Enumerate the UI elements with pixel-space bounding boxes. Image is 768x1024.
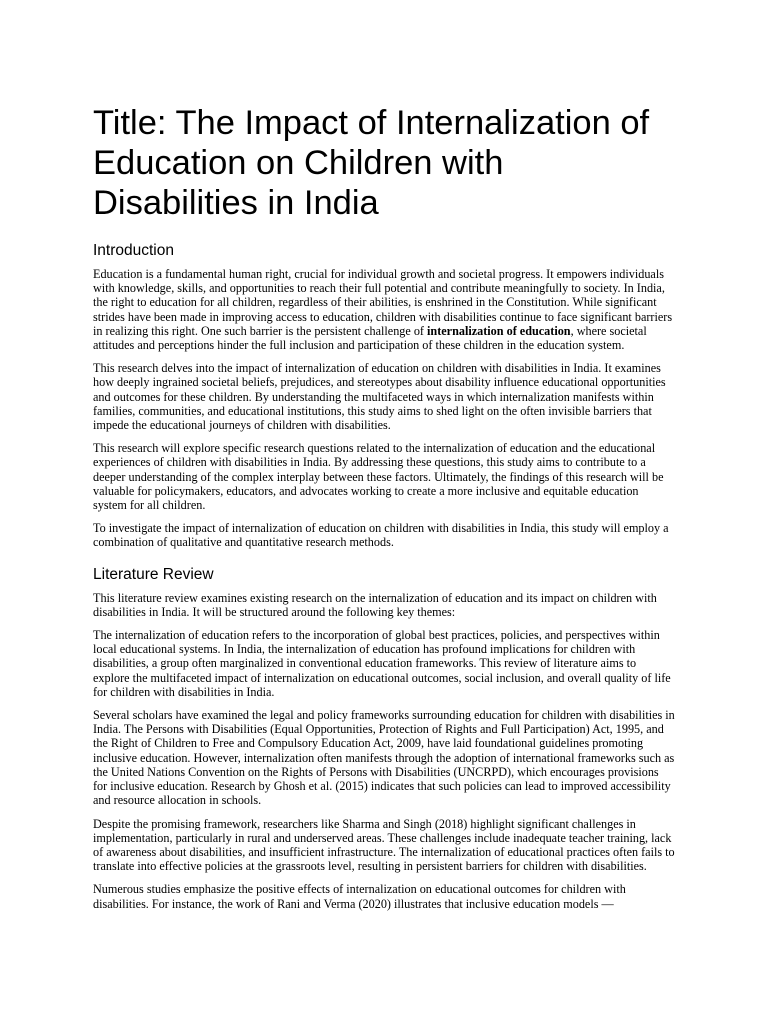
intro-p1-bold-term: internalization of education [427,323,571,338]
literature-review-paragraph-1: This literature review examines existing research on the internalization of education and its impact on children with disabilities in India. It will be structured around the following key themes: [93,590,657,619]
document-body [93,103,675,911]
literature-review-paragraph-2: The internalization of education refers to the incorporation of global best practices, policies, and perspectives within local educational systems. In India, the internalization of education has profound implications for children with disabilities, a group often marginalized in conventional education frameworks. This review of literature aims to explore the multifaceted impact of internalization on educational outcomes, social inclusion, and overall quality of life for children with disabilities in India. [93,628,671,699]
intro-p1-text-after: , where societal attitudes and perceptions hinder the full inclusion and participation of these children in the education system. [93,323,647,353]
introduction-paragraph-3: This research will explore specific research questions related to the internalization of education and the educational experiences of children with disabilities in India. By addressing these questions, this study aims to contribute to a deeper understanding of the complex interplay between these factors. Ultimately, the findings of this research will be valuable for policymakers, educators, and advocates working to create a more inclusive and equitable education system for all children. [93,441,664,513]
literature-review-paragraph-5: Numerous studies emphasize the positive effects of internalization on educational outcomes for children with disabilities. For instance, the work of Rani and Verma (2020) illustrates that inclusive education models — [93,882,626,911]
intro-p1-text-before: Education is a fundamental human right, crucial for individual growth and societal progress. It empowers individuals with knowledge, skills, and opportunities to reach their full potential and contribute meaningfully to society. In India, the right to education for all children, regardless of their abilities, is enshrined in the Constitution. While significant strides have been made in improving access to education, children with disabilities continue to face significant barriers in realizing this right. One such barrier is the persistent challenge of [93,267,673,338]
introduction-heading: Introduction [93,242,174,259]
introduction-paragraph-1 [93,267,675,352]
literature-review-paragraph-3: Several scholars have examined the legal and policy frameworks surrounding education for children with disabilities in India. The Persons with Disabilities (Equal Opportunities, Protection of Rights and Full Participation) Act, 1995, and the Right of Children to Free and Compulsory Education Act, 2009, have laid foundational guidelines promoting inclusive education. However, internalization often manifests through the adoption of international frameworks such as the United Nations Convention on the Rights of Persons with Disabilities (UNCRPD), which encourages provisions for inclusive education. Research by Ghosh et al. (2015) indicates that such policies can lead to improved accessibility and resource allocation in schools. [93,708,675,808]
document-title: Title: The Impact of Internalization of Education on Children with Disabilities in India [93,104,650,222]
literature-review-heading: Literature Review [93,565,214,583]
introduction-paragraph-2: This research delves into the impact of internalization of education on children with disabilities in India. It examines how deeply ingrained societal beliefs, prejudices, and stereotypes about disability influence educational opportunities and outcomes for these children. By understanding the multifaceted ways in which internalization manifests within families, communities, and educational institutions, this study aims to shed light on the often invisible barriers that impede the educational journeys of children with disabilities. [93,361,666,433]
literature-review-paragraph-4: Despite the promising framework, researchers like Sharma and Singh (2018) highlight significant challenges in implementation, particularly in rural and underserved areas. These challenges include inadequate teacher training, lack of awareness about disabilities, and insufficient infrastructure. The internalization of educational practices often fails to translate into effective policies at the grassroots level, resulting in persistent barriers for children with disabilities. [93,816,675,874]
introduction-paragraph-4: To investigate the impact of internalization of education on children with disabilities in India, this study will employ a combination of qualitative and quantitative research methods. [93,521,669,550]
